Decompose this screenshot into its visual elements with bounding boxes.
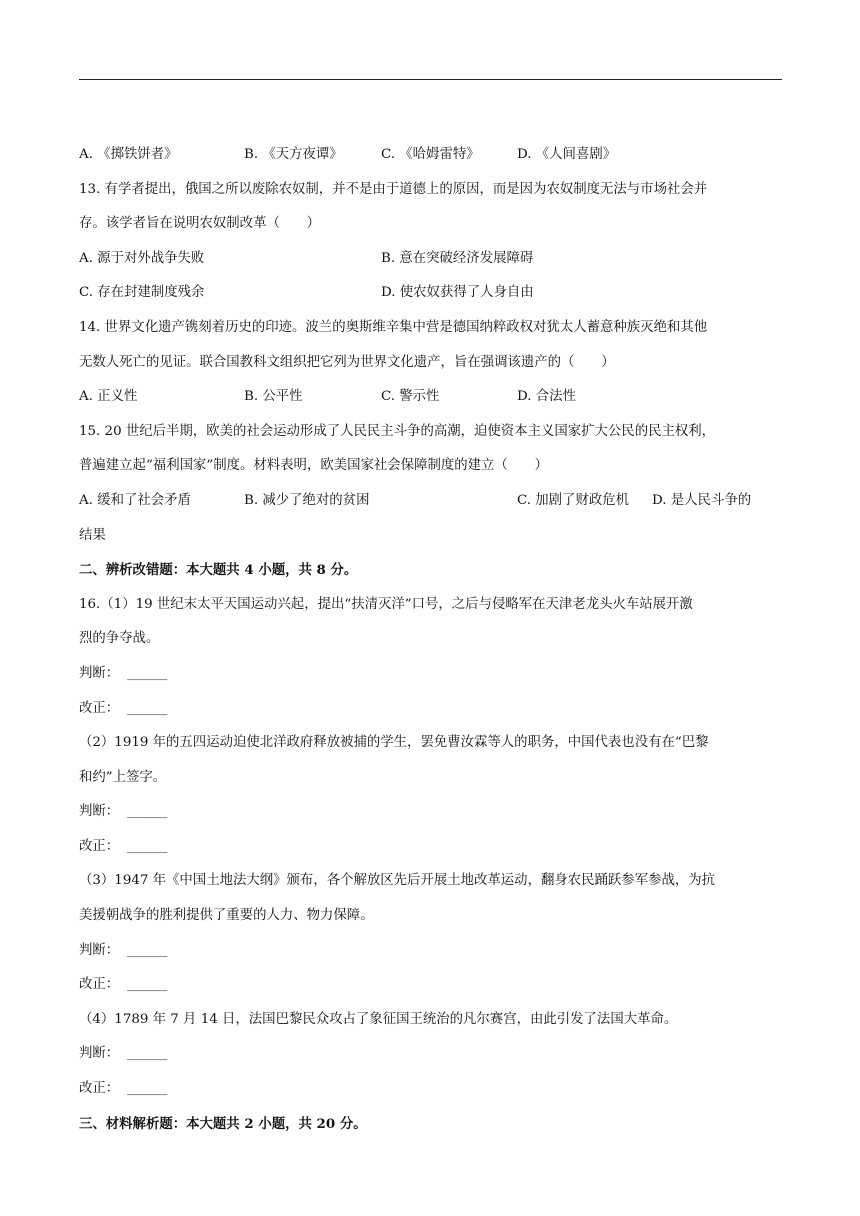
- correct-label: 改正：: [79, 977, 120, 993]
- section-3-heading: 三、材料解析题：本大题共 2 小题，共 20 分。: [79, 1115, 367, 1132]
- correct-blank[interactable]: ______: [127, 977, 168, 993]
- judge-label: 判断：: [79, 804, 120, 820]
- judge-blank[interactable]: ______: [127, 942, 168, 958]
- q12-option-a: A. 《掷铁饼者》: [79, 147, 178, 162]
- q15-options: [79, 484, 785, 519]
- q16-3-text-line-2: 美援朝战争的胜利提供了重要的人力、物力保障。: [79, 908, 374, 924]
- q16-4-correct: [79, 1072, 785, 1107]
- q16-3-text-line-1: （3）1947 年《中国土地法大纲》颁布，各个解放区先后开展土地改革运动，翻身农民踊跃参军参战，为抗: [79, 873, 716, 889]
- q14-stem-line-1: 14. 世界文化遗产镌刻着历史的印迹。波兰的奥斯维辛集中营是德国纳粹政权对犹太人蓄意种族灭绝和其他: [79, 319, 708, 335]
- q15-option-b: B. 减少了绝对的贫困: [244, 492, 370, 508]
- q15-option-a: A. 缓和了社会矛盾: [79, 492, 191, 508]
- q12-options: [79, 138, 785, 173]
- q16-2-judge: [79, 795, 785, 830]
- q14-option-d: D. 合法性: [517, 389, 576, 405]
- q14-option-c: C. 警示性: [381, 389, 440, 405]
- q16-3-judge: [79, 934, 785, 969]
- q12-option-b: B. 《天方夜谭》: [244, 147, 343, 162]
- q14-options: [79, 380, 785, 415]
- correct-blank[interactable]: ______: [127, 1081, 168, 1097]
- q14-option-b: B. 公平性: [244, 389, 303, 405]
- q16-2-correct: [79, 830, 785, 865]
- header-rule: [79, 79, 782, 80]
- correct-blank[interactable]: ______: [127, 700, 168, 716]
- q16-1-correct: [79, 692, 785, 727]
- q16-1-judge: [79, 657, 785, 692]
- q12-option-c: C. 《哈姆雷特》: [381, 147, 480, 162]
- q13-options-row-2: [79, 276, 785, 311]
- judge-label: 判断：: [79, 665, 120, 681]
- q13-option-b: B. 意在突破经济发展障碍: [381, 250, 534, 266]
- q16-4-text-line-1: （4）1789 年 7 月 14 日，法国巴黎民众攻占了象征国王统治的凡尔赛宫，由此引发了法国大革命。: [79, 1011, 678, 1027]
- q15-option-c: C. 加剧了财政危机: [517, 492, 630, 508]
- judge-blank[interactable]: ______: [127, 804, 168, 820]
- q15-stem-line-1: 15. 20 世纪后半期，欧美的社会运动形成了人民民主斗争的高潮，迫使资本主义国家扩大公民的民主权利，: [79, 423, 716, 439]
- q16-2-text-line-1: （2）1919 年的五四运动迫使北洋政府释放被捕的学生，罢免曹汝霖等人的职务，中国代表也没有在“巴黎: [79, 735, 709, 751]
- correct-label: 改正：: [79, 1081, 120, 1097]
- q13-options-row-1: [79, 242, 785, 277]
- q16-1-text-line-2: 烈的争夺战。: [79, 631, 160, 647]
- q13-option-a: A. 源于对外战争失败: [79, 250, 205, 266]
- judge-blank[interactable]: ______: [127, 1046, 168, 1062]
- q14-option-a: A. 正义性: [79, 389, 138, 405]
- q14-stem-line-2: 无数人死亡的见证。联合国教科文组织把它列为世界文化遗产，旨在强调该遗产的（ ）: [79, 354, 615, 370]
- exam-content: [79, 138, 785, 1141]
- section-2-heading: 二、辨析改错题：本大题共 4 小题，共 8 分。: [79, 562, 358, 579]
- q12-option-d: D. 《人间喜剧》: [517, 147, 617, 162]
- q13-stem-line-2: 存。该学者旨在说明农奴制改革（ ）: [79, 216, 321, 232]
- q15-stem-line-2: 普遍建立起“福利国家”制度。材料表明，欧美国家社会保障制度的建立（ ）: [79, 458, 548, 474]
- q16-3-correct: [79, 968, 785, 1003]
- q13-stem-line-1: 13. 有学者提出，俄国之所以废除农奴制，并不是由于道德上的原因，而是因为农奴制度无法与市场社会并: [79, 181, 708, 197]
- q13-option-d: D. 使农奴获得了人身自由: [381, 285, 534, 301]
- judge-label: 判断：: [79, 1046, 120, 1062]
- q16-2-text-line-2: 和约”上签字。: [79, 769, 167, 785]
- correct-label: 改正：: [79, 838, 120, 854]
- correct-blank[interactable]: ______: [127, 838, 168, 854]
- q15-option-d: D. 是人民斗争的: [652, 492, 752, 508]
- judge-blank[interactable]: ______: [127, 665, 168, 681]
- q15-option-d-continued: 结果: [79, 527, 106, 543]
- q16-4-judge: [79, 1037, 785, 1072]
- q16-1-text-line-1: 16.（1）19 世纪末太平天国运动兴起，提出“扶清灭洋”口号，之后与侵略军在天津老龙头火车站展开激: [79, 596, 693, 612]
- judge-label: 判断：: [79, 942, 120, 958]
- q13-option-c: C. 存在封建制度残余: [79, 285, 205, 301]
- correct-label: 改正：: [79, 700, 120, 716]
